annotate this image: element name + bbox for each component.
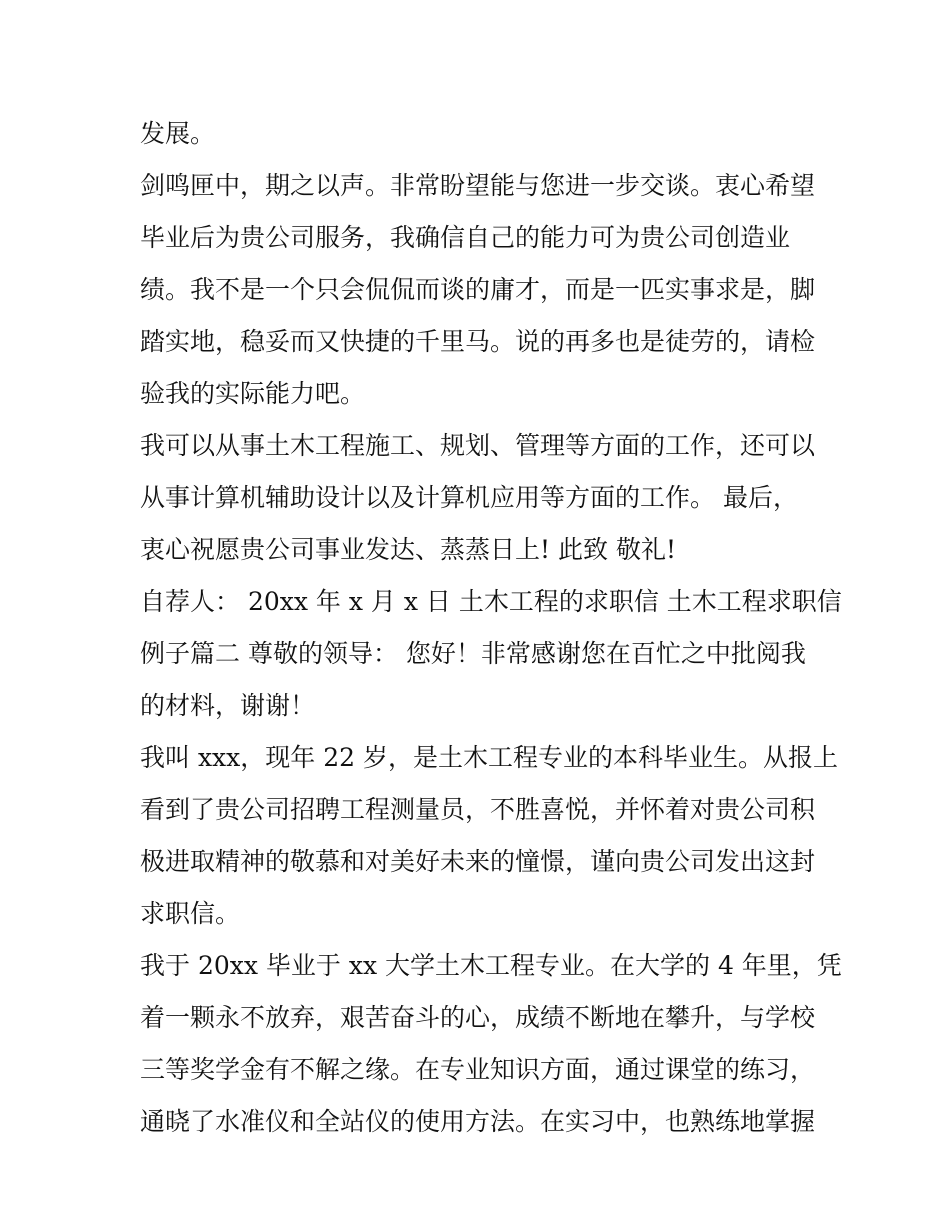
paragraph-3 <box>140 420 820 576</box>
text-line: 绩。我不是一个只会侃侃而谈的庸才，而是一匹实事求是，脚 <box>140 275 816 304</box>
text-line: 的材料，谢谢！ <box>140 691 316 720</box>
paragraph-1 <box>140 108 820 160</box>
paragraph-4 <box>140 576 842 732</box>
text-line: 从事计算机辅助设计以及计算机应用等方面的工作。 最后， <box>140 483 798 512</box>
text-line: 看到了贵公司招聘工程测量员，不胜喜悦，并怀着对贵公司积 <box>140 795 816 824</box>
text-line: 我于 20xx 毕业于 xx 大学土木工程专业。在大学的 4 年里，凭 <box>140 951 842 980</box>
text-line: 我可以从事土木工程施工、规划、管理等方面的工作，还可以 <box>140 431 816 460</box>
text-line: 发展。 <box>140 119 216 148</box>
text-line: 验我的实际能力吧。 <box>140 379 366 408</box>
paragraph-6 <box>140 940 842 1148</box>
text-line: 剑鸣匣中，期之以声。非常盼望能与您进一步交谈。衷心希望 <box>140 171 816 200</box>
text-line: 三等奖学金有不解之缘。在专业知识方面，通过课堂的练习， <box>140 1055 816 1084</box>
paragraph-5 <box>140 732 838 940</box>
text-line: 极进取精神的敬慕和对美好未来的憧憬，谨向贵公司发出这封 <box>140 847 816 876</box>
document-body <box>140 108 842 1148</box>
text-line: 衷心祝愿贵公司事业发达、蒸蒸日上! 此致 敬礼! <box>140 535 676 564</box>
text-line: 通晓了水准仪和全站仪的使用方法。在实习中，也熟练地掌握 <box>140 1107 816 1136</box>
paragraph-2 <box>140 160 820 420</box>
text-line: 着一颗永不放弃，艰苦奋斗的心，成绩不断地在攀升，与学校 <box>140 1003 816 1032</box>
text-line: 求职信。 <box>140 899 241 928</box>
text-line: 毕业后为贵公司服务，我确信自己的能力可为贵公司创造业 <box>140 223 791 252</box>
text-line: 踏实地，稳妥而又快捷的千里马。说的再多也是徒劳的，请检 <box>140 327 816 356</box>
text-line: 例子篇二 尊敬的领导： 您好！非常感谢您在百忙之中批阅我 <box>140 639 806 668</box>
text-line: 我叫 xxx，现年 22 岁，是土木工程专业的本科毕业生。从报上 <box>140 743 838 772</box>
text-line: 自荐人： 20xx 年 x 月 x 日 土木工程的求职信 土木工程求职信 <box>140 587 842 616</box>
